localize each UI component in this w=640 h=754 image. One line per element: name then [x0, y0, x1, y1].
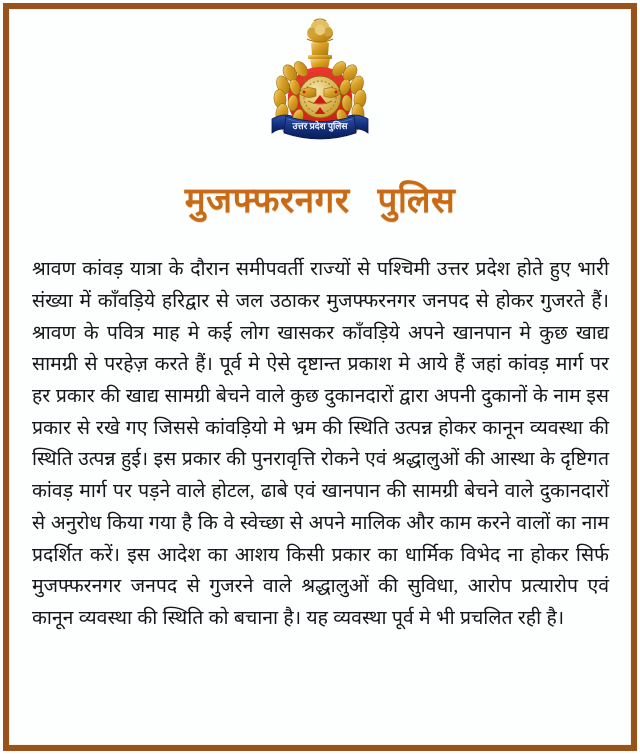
ashoka-capital-icon [307, 19, 333, 75]
decorative-border-frame [3, 3, 637, 751]
emblem-ribbon-text: उत्तर प्रदेश पुलिस [292, 121, 348, 131]
notice-body-text: श्रावण कांवड़ यात्रा के दौरान समीपवर्ती राज्यों से पश्चिमी उत्तर प्रदेश होते हुए भारी संख्या में काँवड़िये हरिद्वार से जल उठाकर मुजफ्फरनगर जनपद से होकर गुजरते हैं। श्रावण के पवित्र माह मे कई लोग खासकर काँवड़िये अपने खानपान मे कुछ खाद्य सामग्री से परहेज़ करते हैं। पूर्व मे ऐसे दृष्टान्त प्रकाश मे आये हैं जहां कांवड़ मार्ग पर हर प्रकार की खाद्य सामग्री बेचने वाले कुछ दुकानदारों द्वारा अपनी दुकानों के नाम इस प्रकार से रखे गए जिससे कांवड़ियो मे भ्रम की स्थिति उत्पन्न होकर कानून व्यवस्था की स्थिति उत्पन्न हुई। इस प्रकार की पुनरावृत्ति रोकने एवं श्रद्धालुओं की आस्था के दृष्टिगत कांवड़ मार्ग पर पड़ने वाले होटल, ढाबे एवं खानपान की सामग्री बेचने वाले दुकानदारों से अनुरोध किया गया है कि वे स्वेच्छा से अपने मालिक और काम करने वालों का नाम प्रदर्शित करें। इस आदेश का आशय किसी प्रकार का धार्मिक विभेद ना होकर सिर्फ मुजफ्फरनगर जनपद से गुजरने वाले श्रद्धालुओं की सुविधा, आरोप प्रत्यारोप एवं कानून व्यवस्था की स्थिति को बचाना है। यह व्यवस्था पूर्व मे भी प्रचलित रही है। [32, 259, 609, 629]
poster-content [9, 9, 631, 745]
uttar-pradesh-police-emblem-icon [264, 15, 376, 153]
emblem-container [21, 9, 619, 155]
page-title: मुजफ्फरनगर पुलिस [184, 181, 456, 220]
twin-fish-medallion-icon [299, 76, 341, 118]
